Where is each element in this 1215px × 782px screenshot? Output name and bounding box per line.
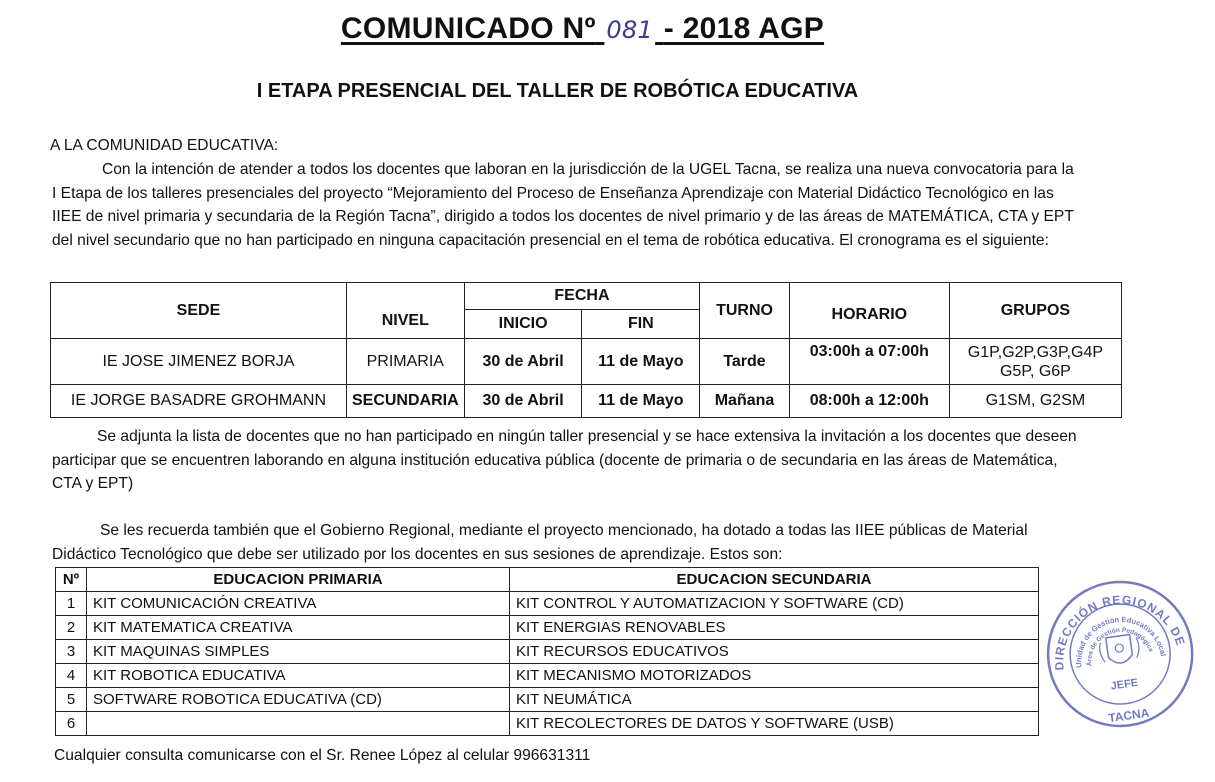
attachment-paragraph: Se adjunta la lista de docentes que no han participado en ningún taller presencial y se hace extensiva la invitación a los docentes que deseen participar que se encuentren laborando en alguna institución educativa pública (docente de primaria o de secundaria en las áreas de Matemática, CTA y EPT) — [52, 428, 1077, 492]
cell-fin: 11 de Mayo — [582, 339, 700, 385]
header-inicio: INICIO — [464, 310, 582, 339]
title-handwritten-number: 081 — [606, 16, 654, 44]
cell-horario: 08:00h a 12:00h — [789, 385, 949, 418]
cell-primaria — [87, 712, 510, 736]
svg-text:DIRECCIÓN REGIONAL DE EDUCACIÓ — [1040, 578, 1190, 674]
header-primaria: EDUCACION PRIMARIA — [87, 568, 510, 592]
cell-num: 5 — [56, 688, 87, 712]
cell-primaria: KIT MAQUINAS SIMPLES — [87, 640, 510, 664]
stamp-inner-text: Unidad de Gestión Educativa Local — [1074, 614, 1168, 669]
salutation: A LA COMUNIDAD EDUCATIVA: — [50, 137, 279, 154]
table-row — [56, 712, 1039, 736]
header-fecha: FECHA — [464, 283, 700, 310]
title-prefix: COMUNICADO Nº — [340, 12, 596, 45]
cell-nivel: SECUNDARIA — [346, 385, 464, 418]
header-nivel: NIVEL — [346, 283, 464, 339]
cell-primaria: KIT ROBOTICA EDUCATIVA — [87, 664, 510, 688]
table-row — [56, 640, 1039, 664]
cell-inicio: 30 de Abril — [464, 385, 582, 418]
grupos-line-1: G1P,G2P,G3P,G4P — [967, 343, 1104, 361]
cell-secundaria: KIT RECURSOS EDUCATIVOS — [510, 640, 1039, 664]
cell-inicio: 30 de Abril — [464, 339, 582, 385]
cell-turno: Tarde — [700, 339, 790, 385]
header-fin: FIN — [582, 310, 700, 339]
cell-num: 6 — [56, 712, 87, 736]
header-grupos: GRUPOS — [949, 283, 1121, 339]
table-row — [56, 664, 1039, 688]
intro-paragraph: Con la intención de atender a todos los docentes que laboran en la jurisdicción de la UGEL Tacna, se realiza una nueva convocatoria para la I Etapa de los talleres presenciales del proyecto “Mejoramiento del Proceso de Enseñanza Aprendizaje con Material Didáctico Tecnológico en las IIEE de nivel primaria y secundaria de la Región Tacna”, dirigido a todos los docentes de nivel primario y de las áreas de MATEMÁTICA, CTA y EPT del nivel secundario que no han participado en ninguna capacitación presencial en el tema de robótica educativa. El cronograma es el siguiente: — [52, 161, 1074, 249]
cell-primaria: KIT MATEMATICA CREATIVA — [87, 616, 510, 640]
contact-line: Cualquier consulta comunicarse con el Sr. Renee López al celular 996631311 — [54, 747, 591, 764]
stamp-ring-text: DIRECCIÓN REGIONAL DE — [1052, 592, 1188, 671]
document-title — [0, 12, 1165, 46]
cell-num: 1 — [56, 592, 87, 616]
stamp-inner-text-2: Área de Gestión Pedagógica — [1086, 626, 1155, 667]
table-row — [51, 385, 1122, 418]
materials-paragraph: Se les recuerda también que el Gobierno Regional, mediante el proyecto mencionado, ha dotado a todas las IIEE públicas de Material Didáctico Tecnológico que debe ser utilizado por los docentes en sus sesiones de aprendizaje. Estos son: — [52, 522, 1028, 563]
cell-secundaria: KIT RECOLECTORES DE DATOS Y SOFTWARE (USB) — [510, 712, 1039, 736]
cell-primaria: KIT COMUNICACIÓN CREATIVA — [87, 592, 510, 616]
stamp-role: JEFE — [1109, 676, 1139, 693]
header-sede: SEDE — [51, 283, 347, 339]
table-row — [51, 339, 1122, 385]
cell-grupos — [949, 339, 1121, 385]
cell-fin: 11 de Mayo — [582, 385, 700, 418]
cell-sede: IE JOSE JIMENEZ BORJA — [51, 339, 347, 385]
grupos-line-2: G5P, G6P — [999, 362, 1071, 380]
document-subtitle: I ETAPA PRESENCIAL DEL TALLER DE ROBÓTICA EDUCATIVA — [256, 80, 859, 102]
stamp-city: TACNA — [1107, 705, 1151, 726]
cell-num: 2 — [56, 616, 87, 640]
cell-nivel: PRIMARIA — [346, 339, 464, 385]
cell-secundaria: KIT ENERGIAS RENOVABLES — [510, 616, 1039, 640]
cell-num: 3 — [56, 640, 87, 664]
cell-secundaria: KIT MECANISMO MOTORIZADOS — [510, 664, 1039, 688]
schedule-table — [50, 282, 1122, 418]
header-horario: HORARIO — [789, 283, 949, 339]
header-num: Nº — [56, 568, 87, 592]
cell-grupos: G1SM, G2SM — [949, 385, 1121, 418]
table-row — [56, 592, 1039, 616]
cell-turno: Mañana — [700, 385, 790, 418]
header-secundaria: EDUCACION SECUNDARIA — [510, 568, 1039, 592]
cell-primaria: SOFTWARE ROBOTICA EDUCATIVA (CD) — [87, 688, 510, 712]
cell-sede: IE JORGE BASADRE GROHMANN — [51, 385, 347, 418]
cell-horario: 03:00h a 07:00h — [789, 339, 949, 385]
title-suffix: - 2018 AGP — [663, 12, 825, 45]
cell-num: 4 — [56, 664, 87, 688]
table-row — [56, 688, 1039, 712]
header-turno: TURNO — [700, 283, 790, 339]
cell-secundaria: KIT CONTROL Y AUTOMATIZACION Y SOFTWARE (CD) — [510, 592, 1039, 616]
official-stamp — [1040, 578, 1200, 728]
table-row — [56, 616, 1039, 640]
cell-secundaria: KIT NEUMÁTICA — [510, 688, 1039, 712]
kits-table — [55, 567, 1039, 736]
